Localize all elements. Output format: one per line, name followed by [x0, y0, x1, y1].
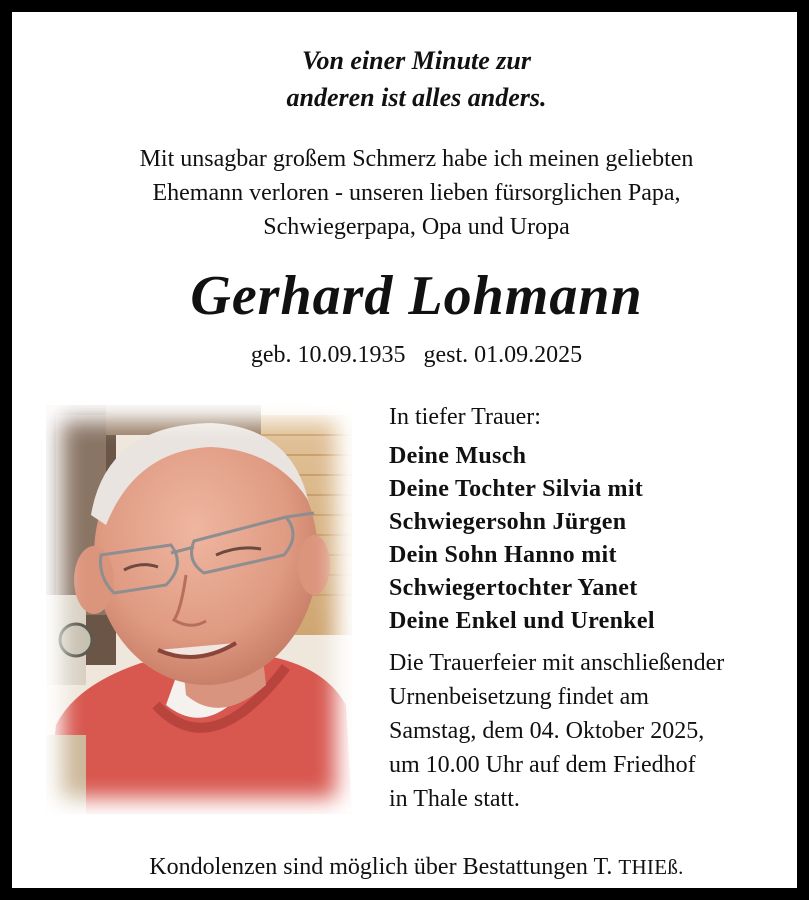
family-line: Dein Sohn Hanno mit — [389, 542, 617, 568]
service-line: Samstag, dem 04. Oktober 2025, — [389, 718, 705, 744]
intro-line: Schwiegerpapa, Opa und Uropa — [263, 214, 570, 240]
service-line: Die Trauerfeier mit anschließender — [389, 650, 725, 676]
mourning-heading: In tiefer Trauer: — [389, 404, 541, 430]
life-dates: geb. 10.09.1935 gest. 01.09.2025 — [250, 342, 583, 368]
service-line: Urnenbeisetzung findet am — [389, 684, 649, 710]
motto-line: anderen ist alles anders. — [286, 83, 547, 112]
service-info — [389, 646, 809, 816]
family-line: Deine Tochter Silvia mit — [389, 476, 644, 502]
family-line: Deine Musch — [389, 443, 527, 469]
motto — [12, 42, 809, 116]
condolence-text: Kondolenzen sind möglich über Bestattungen T. — [149, 854, 619, 880]
funeral-home-name: THIEß. — [618, 855, 684, 879]
mourners-block — [389, 400, 809, 816]
motto-line: Von einer Minute zur — [301, 46, 532, 75]
family-line: Schwiegertochter Yanet — [389, 575, 638, 601]
condolence-note — [12, 850, 809, 884]
intro-text — [12, 142, 809, 244]
service-line: in Thale statt. — [389, 786, 520, 812]
intro-line: Ehemann verloren - unseren lieben fürsorglichen Papa, — [152, 180, 681, 206]
service-line: um 10.00 Uhr auf dem Friedhof — [389, 752, 696, 778]
family-line: Schwiegersohn Jürgen — [389, 509, 627, 535]
intro-line: Mit unsagbar großem Schmerz habe ich meinen geliebten — [139, 146, 694, 172]
portrait-photo — [46, 405, 352, 814]
deceased-name: Gerhard Lohmann — [190, 265, 643, 327]
portrait-illustration — [46, 405, 352, 814]
family-line: Deine Enkel und Urenkel — [389, 608, 655, 634]
family-list — [389, 440, 809, 638]
